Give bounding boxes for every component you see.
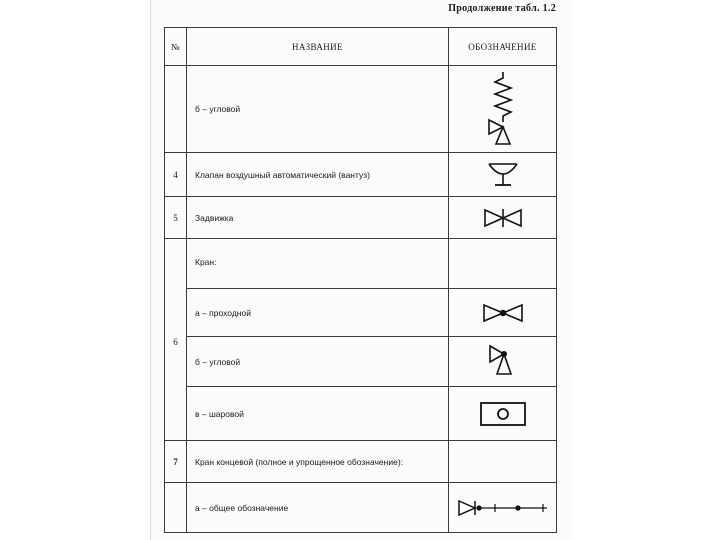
table-row <box>165 337 557 387</box>
row-name: б – угловой <box>187 337 449 387</box>
row-name: б – угловой <box>187 66 449 153</box>
empty-symbol-cell <box>449 441 557 483</box>
spring-angle-valve-icon <box>449 66 557 153</box>
row-num <box>165 387 187 441</box>
end-cock-icon <box>449 483 557 533</box>
row-name: Задвижка <box>187 197 449 239</box>
row-name: Кран: <box>187 239 449 289</box>
row-num <box>165 66 187 153</box>
symbols-table <box>164 27 557 533</box>
row-name: а – общее обозначение <box>187 483 449 533</box>
header-symbol: ОБОЗНАЧЕНИЕ <box>449 28 557 66</box>
empty-symbol-cell <box>449 239 557 289</box>
table-row <box>165 483 557 533</box>
row-num: 6 <box>165 337 187 387</box>
table-caption: Продолжение табл. 1.2 <box>448 3 556 14</box>
table-row <box>165 441 557 483</box>
row-name: а – проходной <box>187 289 449 337</box>
table-row <box>165 197 557 239</box>
table-row <box>165 289 557 337</box>
table-row <box>165 153 557 197</box>
table-row <box>165 66 557 153</box>
row-num <box>165 483 187 533</box>
gate-valve-icon <box>449 197 557 239</box>
row-num <box>165 289 187 337</box>
table-header-row <box>165 28 557 66</box>
row-name: Кран концевой (полное и упрощенное обозначение): <box>187 441 449 483</box>
row-name: в – шаровой <box>187 387 449 441</box>
angle-cock-icon <box>449 337 557 387</box>
row-num: 5 <box>165 197 187 239</box>
header-num: № <box>165 28 187 66</box>
header-name: НАЗВАНИЕ <box>187 28 449 66</box>
row-num: 7 <box>165 441 187 483</box>
row-name: Клапан воздушный автоматический (вантуз) <box>187 153 449 197</box>
row-num <box>165 239 187 289</box>
through-cock-icon <box>449 289 557 337</box>
table-row <box>165 239 557 289</box>
ball-cock-icon <box>449 387 557 441</box>
air-vent-icon <box>449 153 557 197</box>
row-num: 4 <box>165 153 187 197</box>
table-row <box>165 387 557 441</box>
